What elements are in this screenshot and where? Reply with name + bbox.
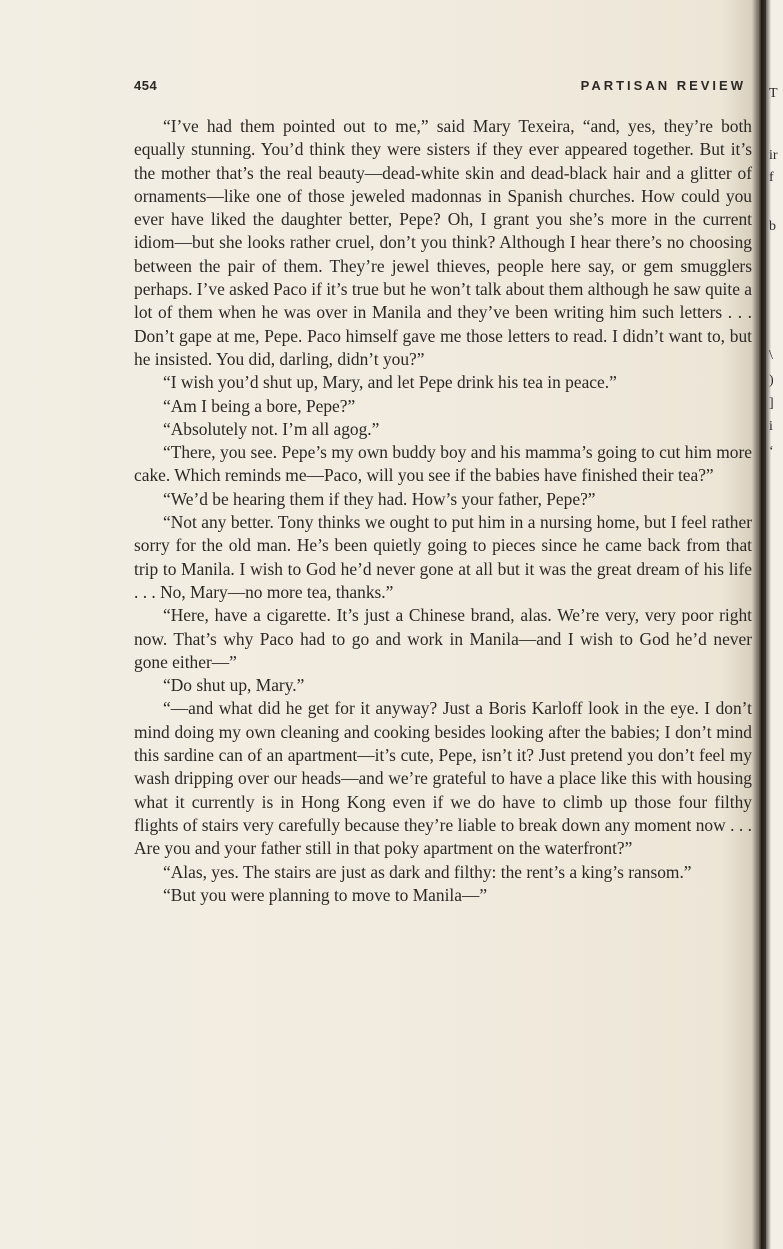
paragraph: “Absolutely not. I’m all agog.”: [163, 418, 380, 439]
paragraph: “Here, have a cigarette. It’s just a Chinese brand, alas. We’re very, very poor right now. That’s why Paco had to go and work in Manila—and I wish to God he’d never gone either—”: [134, 605, 752, 672]
paragraph: “I wish you’d shut up, Mary, and let Pepe drink his tea in peace.”: [163, 372, 617, 393]
paragraph: “But you were planning to move to Manila—”: [163, 884, 488, 905]
facing-page-fragment: ir: [769, 148, 778, 163]
running-head: PARTISAN REVIEW: [580, 78, 746, 93]
facing-page-fragment: b: [769, 219, 776, 234]
facing-page-fragment: ): [769, 373, 774, 388]
facing-page-fragment: ]: [769, 396, 774, 411]
paragraph: “Alas, yes. The stairs are just as dark and filthy: the rent’s a king’s ransom.”: [163, 861, 692, 882]
body-text: [134, 115, 752, 907]
paragraph: “Am I being a bore, Pepe?”: [163, 395, 356, 416]
facing-page-fragment: \: [769, 348, 773, 363]
facing-page-fragment: ‘: [769, 444, 774, 459]
paragraph: “Not any better. Tony thinks we ought to put him in a nursing home, but I feel rather sorry for the old man. He’s been quietly going to pieces since he came back from that trip to Manila. I wish to God he’d never gone at all but it was the great dream of his life . . . No, Mary—no more tea, thanks.”: [134, 512, 752, 602]
paragraph: “—and what did he get for it anyway? Just a Boris Karloff look in the eye. I don’t mind doing my own cleaning and cooking besides looking after the babies; I don’t mind this sardine can of an apartment—it’s cute, Pepe, isn’t it? Just pretend you don’t feel my wash dripping over our heads—and we’re grateful to have a place like this with housing what it currently is in Hong Kong even if we do have to climb up those four filthy flights of stairs very carefully because they’re liable to break down any moment now . . . Are you and your father still in that poky apartment on the waterfront?”: [134, 698, 752, 859]
paragraph: “Do shut up, Mary.”: [163, 675, 305, 696]
page-header: [134, 78, 746, 98]
facing-page-fragment: i: [769, 419, 773, 434]
paragraph: “There, you see. Pepe’s my own buddy boy and his mamma’s going to cut him more cake. Which reminds me—Paco, will you see if the babies have finished their tea?”: [134, 442, 752, 486]
book-spine-shadow: [758, 0, 766, 1249]
page-number: 454: [134, 78, 158, 93]
facing-page-fragment: T: [769, 86, 778, 101]
facing-page-fragment: f: [769, 170, 774, 185]
paragraph: “We’d be hearing them if they had. How’s your father, Pepe?”: [163, 488, 596, 509]
paragraph: “I’ve had them pointed out to me,” said Mary Texeira, “and, yes, they’re both equally stunning. You’d think they were sisters if they ever appeared together. But it’s the mother that’s the real beauty—dead-white skin and dead-black hair and a glitter of ornaments—like one of those jeweled madonnas in Spanish churches. How could you ever have liked the daughter better, Pepe? Oh, I grant you she’s more in the current idiom—but she looks rather cruel, don’t you think? Although I hear there’s no choosing between the pair of them. They’re jewel thieves, people here say, or gem smugglers perhaps. I’ve asked Paco if it’s true but he won’t talk about them although he saw quite a lot of them when he was over in Manila and they’ve been writing him such letters . . . Don’t gape at me, Pepe. Paco himself gave me those letters to read. I didn’t want to, but he insisted. You did, darling, didn’t you?”: [134, 116, 752, 369]
